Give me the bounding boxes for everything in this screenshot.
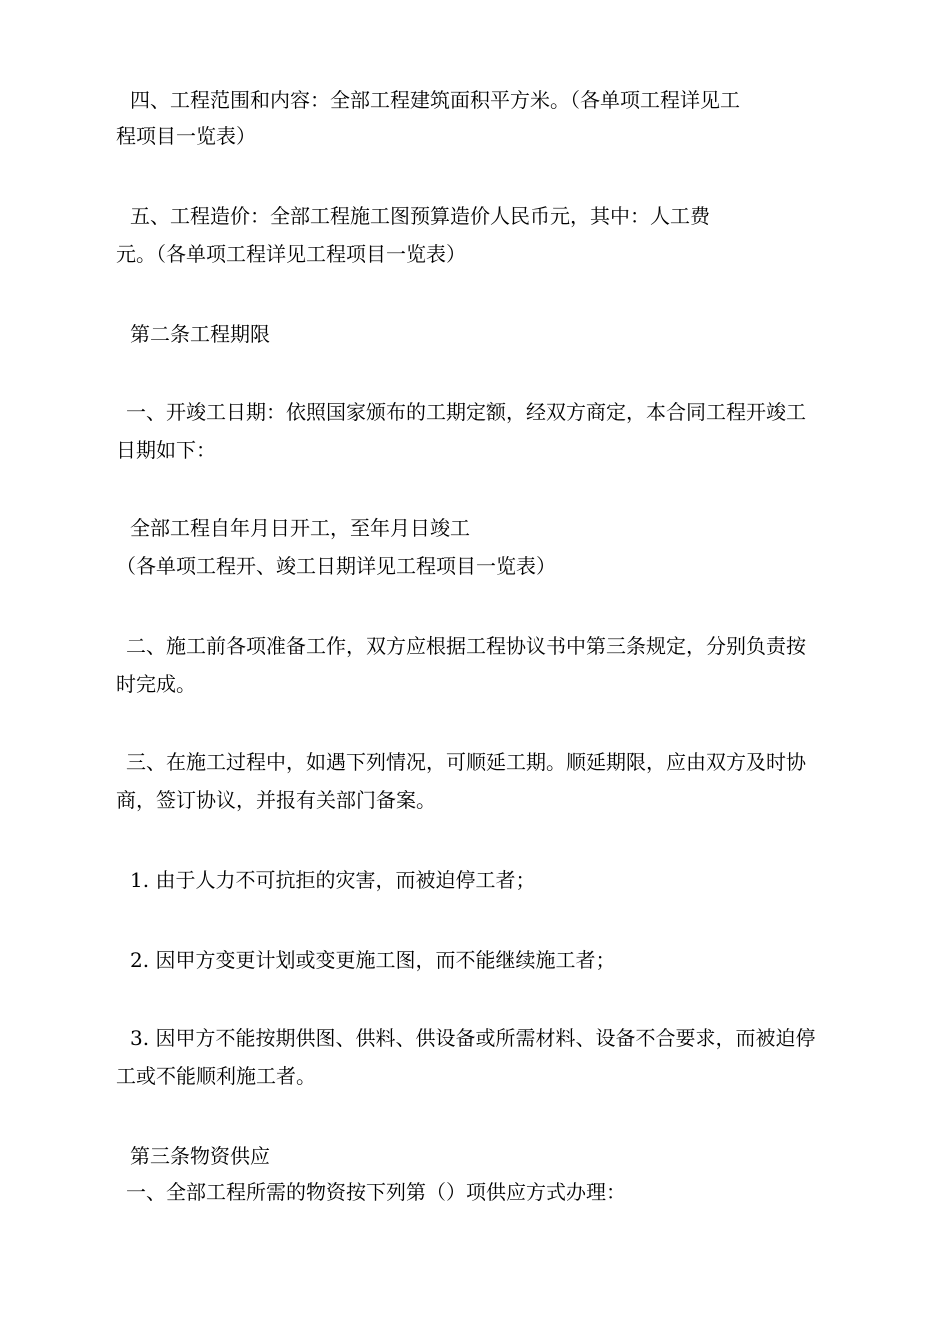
article-2-item-2-line-1: 二、施工前各项准备工作，双方应根据工程协议书中第三条规定，分别负责按 bbox=[126, 634, 806, 658]
clause-4-line-1: 四、工程范围和内容：全部工程建筑面积平方米。（各单项工程详见工 bbox=[130, 88, 740, 112]
article-3-item-1: 一、全部工程所需的物资按下列第（）项供应方式办理： bbox=[126, 1180, 626, 1204]
article-2-item-1-line-1: 一、开竣工日期：依照国家颁布的工期定额，经双方商定，本合同工程开竣工 bbox=[126, 400, 806, 424]
article-2-item-2-line-2: 时完成。 bbox=[116, 672, 196, 696]
clause-5-line-1: 五、工程造价：全部工程施工图预算造价人民币元，其中：人工费 bbox=[130, 204, 710, 228]
delay-case-1: 1. 由于人力不可抗拒的灾害，而被迫停工者； bbox=[130, 868, 536, 892]
schedule-line: 全部工程自年月日开工，至年月日竣工 bbox=[130, 516, 470, 540]
clause-5-line-2: 元。（各单项工程详见工程项目一览表） bbox=[116, 242, 466, 266]
article-2-item-3-line-2: 商，签订协议，并报有关部门备案。 bbox=[116, 788, 436, 812]
delay-case-3-line-1: 3. 因甲方不能按期供图、供料、供设备或所需材料、设备不合要求，而被迫停 bbox=[130, 1026, 816, 1050]
article-2-item-3-line-1: 三、在施工过程中，如遇下列情况，可顺延工期。顺延期限，应由双方及时协 bbox=[126, 750, 806, 774]
schedule-note: （各单项工程开、竣工日期详见工程项目一览表） bbox=[116, 554, 556, 578]
clause-4-line-2: 程项目一览表） bbox=[116, 124, 256, 148]
article-3-heading: 第三条物资供应 bbox=[130, 1144, 270, 1168]
article-2-heading: 第二条工程期限 bbox=[130, 322, 270, 346]
delay-case-2: 2. 因甲方变更计划或变更施工图，而不能继续施工者； bbox=[130, 948, 616, 972]
delay-case-3-line-2: 工或不能顺利施工者。 bbox=[116, 1064, 316, 1088]
article-2-item-1-line-2: 日期如下： bbox=[116, 438, 216, 462]
